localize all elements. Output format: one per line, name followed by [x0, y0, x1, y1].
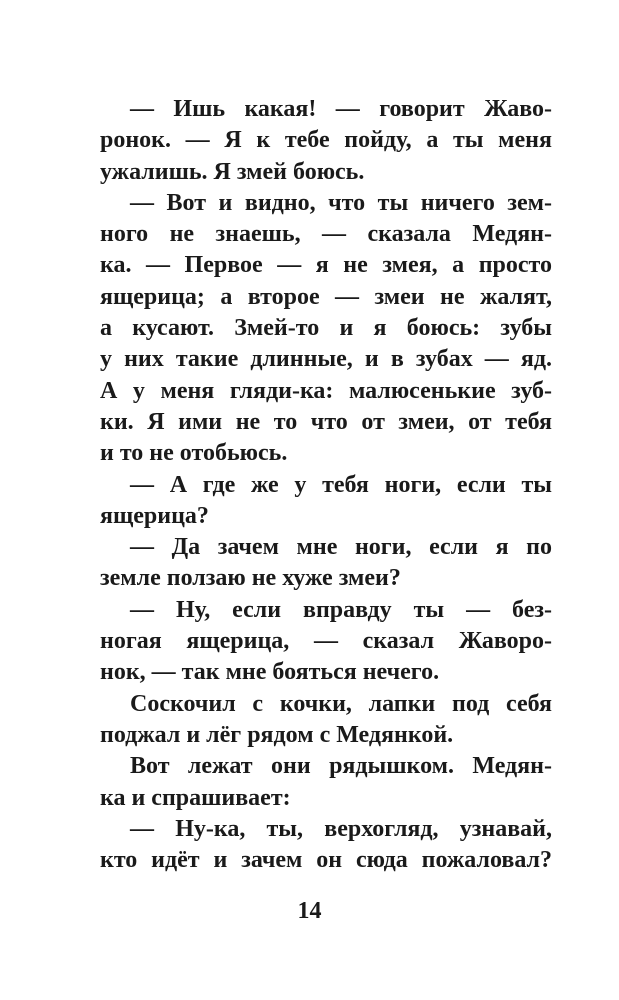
text-line: ки. Я ими не то что от змеи, от тебя	[100, 408, 552, 435]
text-line: и то не отобьюсь.	[100, 440, 288, 467]
text-line: А у меня гляди-ка: малюсенькие зуб-	[100, 377, 552, 404]
text-line: поджал и лёг рядом с Медянкой.	[100, 721, 454, 748]
text-line: — Ишь какая! — говорит Жаво-	[130, 96, 552, 122]
text-line: — Да зачем мне ноги, если я по	[130, 534, 552, 561]
text-line: нок, — так мне бояться нечего.	[100, 659, 440, 686]
text-line: ногая ящерица, — сказал Жаворо-	[100, 628, 552, 655]
text-line: — Вот и видно, что ты ничего зем-	[130, 189, 552, 216]
text-line: кто идёт и зачем он сюда пожаловал?	[100, 847, 552, 874]
text-line: — Ну, если вправду ты — без-	[130, 596, 552, 623]
text-line: ка и спрашивает:	[100, 784, 291, 811]
text-line: ронок. — Я к тебе пойду, а ты меня	[100, 127, 552, 154]
text-line: а кусают. Змей-то и я боюсь: зубы	[100, 315, 552, 342]
text-line: Вот лежат они рядышком. Медян-	[130, 753, 552, 780]
text-line: — А где же у тебя ноги, если ты	[130, 471, 552, 498]
body-text	[100, 94, 552, 876]
text-line: — Ну-ка, ты, верхогляд, узнавай,	[130, 815, 552, 842]
text-line: ка. — Первое — я не змея, а просто	[100, 252, 552, 279]
text-line: ящерица; а второе — змеи не жалят,	[100, 283, 552, 310]
text-line: Соскочил с кочки, лапки под себя	[130, 690, 552, 717]
text-line: у них такие длинные, и в зубах — яд.	[100, 346, 552, 373]
text-line: ного не знаешь, — сказала Медян-	[100, 221, 552, 248]
text-line: ящерица?	[100, 502, 209, 529]
text-line: земле ползаю не хуже змеи?	[100, 565, 401, 592]
text-line: ужалишь. Я змей боюсь.	[100, 158, 365, 185]
page-number: 14	[297, 898, 322, 924]
